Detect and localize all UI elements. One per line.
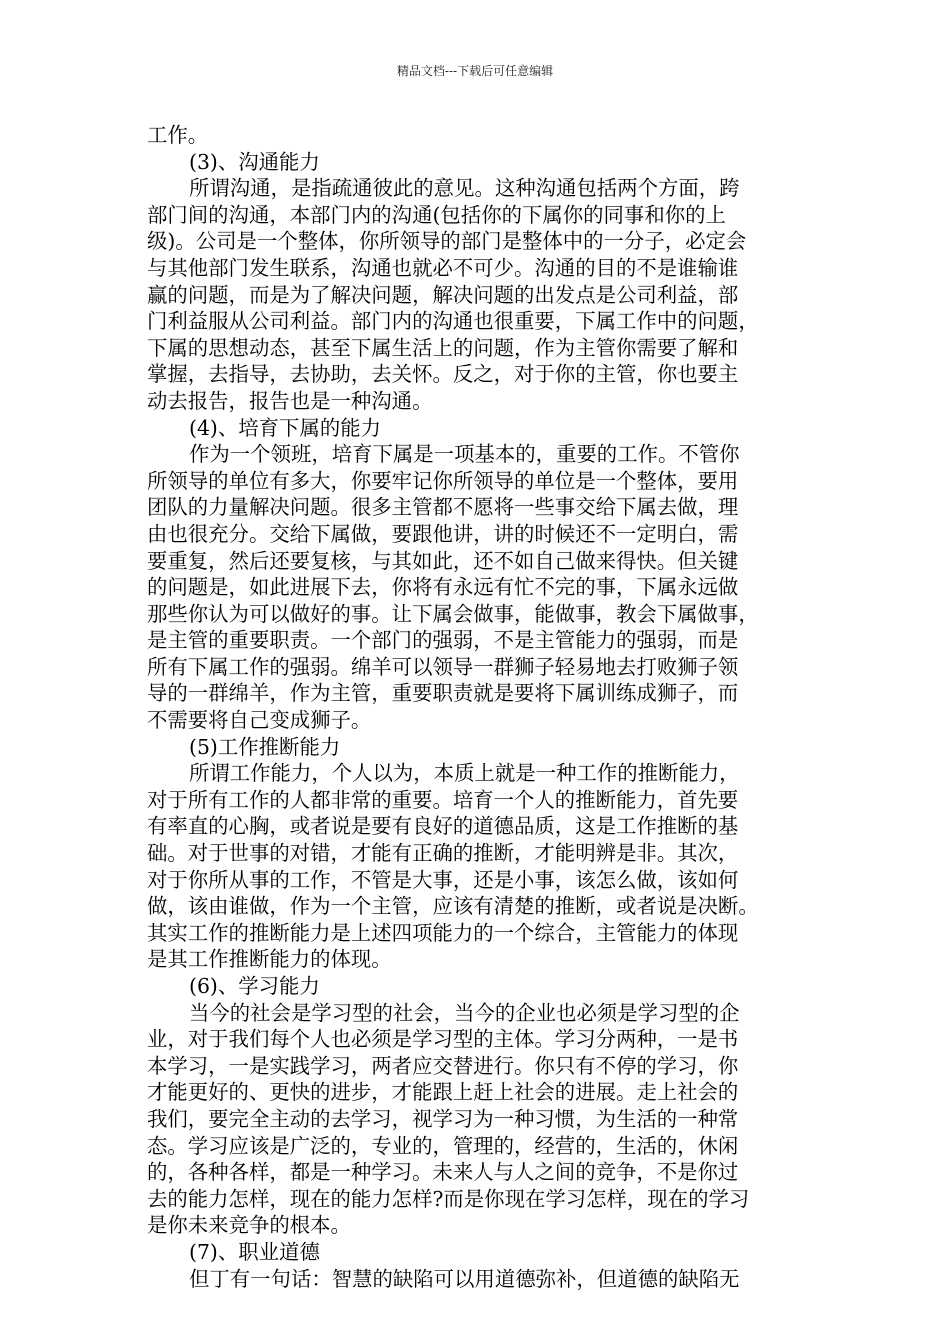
body-line: 门利益服从公司利益。部门内的沟通也很重要，下属工作中的问题， (147, 309, 759, 334)
body-line: 本学习，一是实践学习，两者应交替进行。你只有不停的学习，你 (147, 1053, 739, 1078)
body-line: 下属的思想动态，甚至下属生活上的问题，作为主管你需要了解和 (147, 335, 739, 360)
body-line: 我们，要完全主动的去学习，视学习为一种习惯，为生活的一种常 (147, 1106, 739, 1131)
section-heading: (3)、沟通能力 (189, 149, 320, 174)
body-line: 级)。公司是一个整体，你所领导的部门是整体中的一分子，必定会 (147, 229, 747, 254)
section-heading: (7)、职业道德 (189, 1239, 320, 1264)
document-body (147, 122, 803, 1292)
body-line: 与其他部门发生联系，沟通也就必不可少。沟通的目的不是谁输谁 (147, 255, 739, 280)
body-line: 不需要将自己变成狮子。 (147, 708, 372, 733)
body-line: 当今的社会是学习型的社会，当今的企业也必须是学习型的企 (189, 1000, 740, 1025)
body-line: 的问题是，如此进展下去，你将有永远有忙不完的事，下属永远做 (147, 575, 739, 600)
body-line: 础。对于世事的对错，才能有正确的推断，才能明辨是非。其次， (147, 841, 739, 866)
body-line: 是主管的重要职责。一个部门的强弱，不是主管能力的强弱，而是 (147, 628, 739, 653)
page-header: 精品文档---下载后可任意编辑 (396, 64, 554, 78)
body-line: 由也很充分。交给下属做，要跟他讲，讲的时候还不一定明白，需 (147, 521, 739, 546)
body-line: 所谓沟通，是指疏通彼此的意见。这种沟通包括两个方面，跨 (189, 176, 740, 201)
body-line: 是其工作推断能力的体现。 (147, 947, 392, 972)
section-heading: (5)工作推断能力 (189, 734, 341, 759)
body-line: 对于所有工作的人都非常的重要。培育一个人的推断能力，首先要 (147, 787, 739, 812)
body-line: 的，各种各样，都是一种学习。未来人与人之间的竞争，不是你过 (147, 1160, 739, 1185)
body-line: 掌握，去指导，去协助，去关怀。反之，对于你的主管，你也要主 (147, 362, 739, 387)
body-line: 有率直的心胸，或者说是要有良好的道德品质，这是工作推断的基 (147, 814, 739, 839)
body-line: 做，该由谁做，作为一个主管，应该有清楚的推断，或者说是决断。 (147, 894, 759, 919)
body-line: 导的一群绵羊，作为主管，重要职责就是要将下属训练成狮子，而 (147, 681, 739, 706)
body-line: 对于你所从事的工作，不管是大事，还是小事，该怎么做，该如何 (147, 867, 739, 892)
body-line: 那些你认为可以做好的事。让下属会做事，能做事，教会下属做事， (147, 601, 759, 626)
body-line: 所有下属工作的强弱。绵羊可以领导一群狮子轻易地去打败狮子领 (147, 654, 739, 679)
body-line: 但丁有一句话：智慧的缺陷可以用道德弥补，但道德的缺陷无 (189, 1266, 740, 1291)
body-line: 所谓工作能力，个人以为，本质上就是一种工作的推断能力， (189, 761, 740, 786)
body-line: 要重复，然后还要复核，与其如此，还不如自己做来得快。但关键 (147, 548, 739, 573)
body-line: 动去报告，报告也是一种沟通。 (147, 388, 433, 413)
body-line: 工作。 (147, 123, 209, 147)
body-line: 赢的问题，而是为了解决问题，解决问题的出发点是公司利益，部 (147, 282, 739, 307)
body-line: 所领导的单位有多大，你要牢记你所领导的单位是一个整体，要用 (147, 468, 739, 493)
section-heading: (4)、培育下属的能力 (189, 415, 382, 440)
section-heading: (6)、学习能力 (189, 974, 320, 998)
body-line: 作为一个领班，培育下属是一项基本的，重要的工作。不管你 (189, 442, 740, 467)
body-line: 态。学习应该是广泛的，专业的，管理的，经营的，生活的，休闲 (147, 1133, 739, 1158)
body-line: 团队的力量解决问题。很多主管都不愿将一些事交给下属去做，理 (147, 495, 739, 520)
body-line: 其实工作的推断能力是上述四项能力的一个综合，主管能力的体现 (147, 920, 739, 945)
body-line: 业，对于我们每个人也必须是学习型的主体。学习分两种，一是书 (147, 1027, 739, 1052)
body-line: 才能更好的、更快的进步，才能跟上赶上社会的进展。走上社会的 (147, 1080, 739, 1105)
body-line: 部门间的沟通，本部门内的沟通(包括你的下属你的同事和你的上 (147, 202, 726, 227)
body-line: 去的能力怎样，现在的能力怎样?而是你现在学习怎样，现在的学习 (147, 1186, 750, 1211)
body-line: 是你未来竞争的根本。 (147, 1213, 351, 1238)
